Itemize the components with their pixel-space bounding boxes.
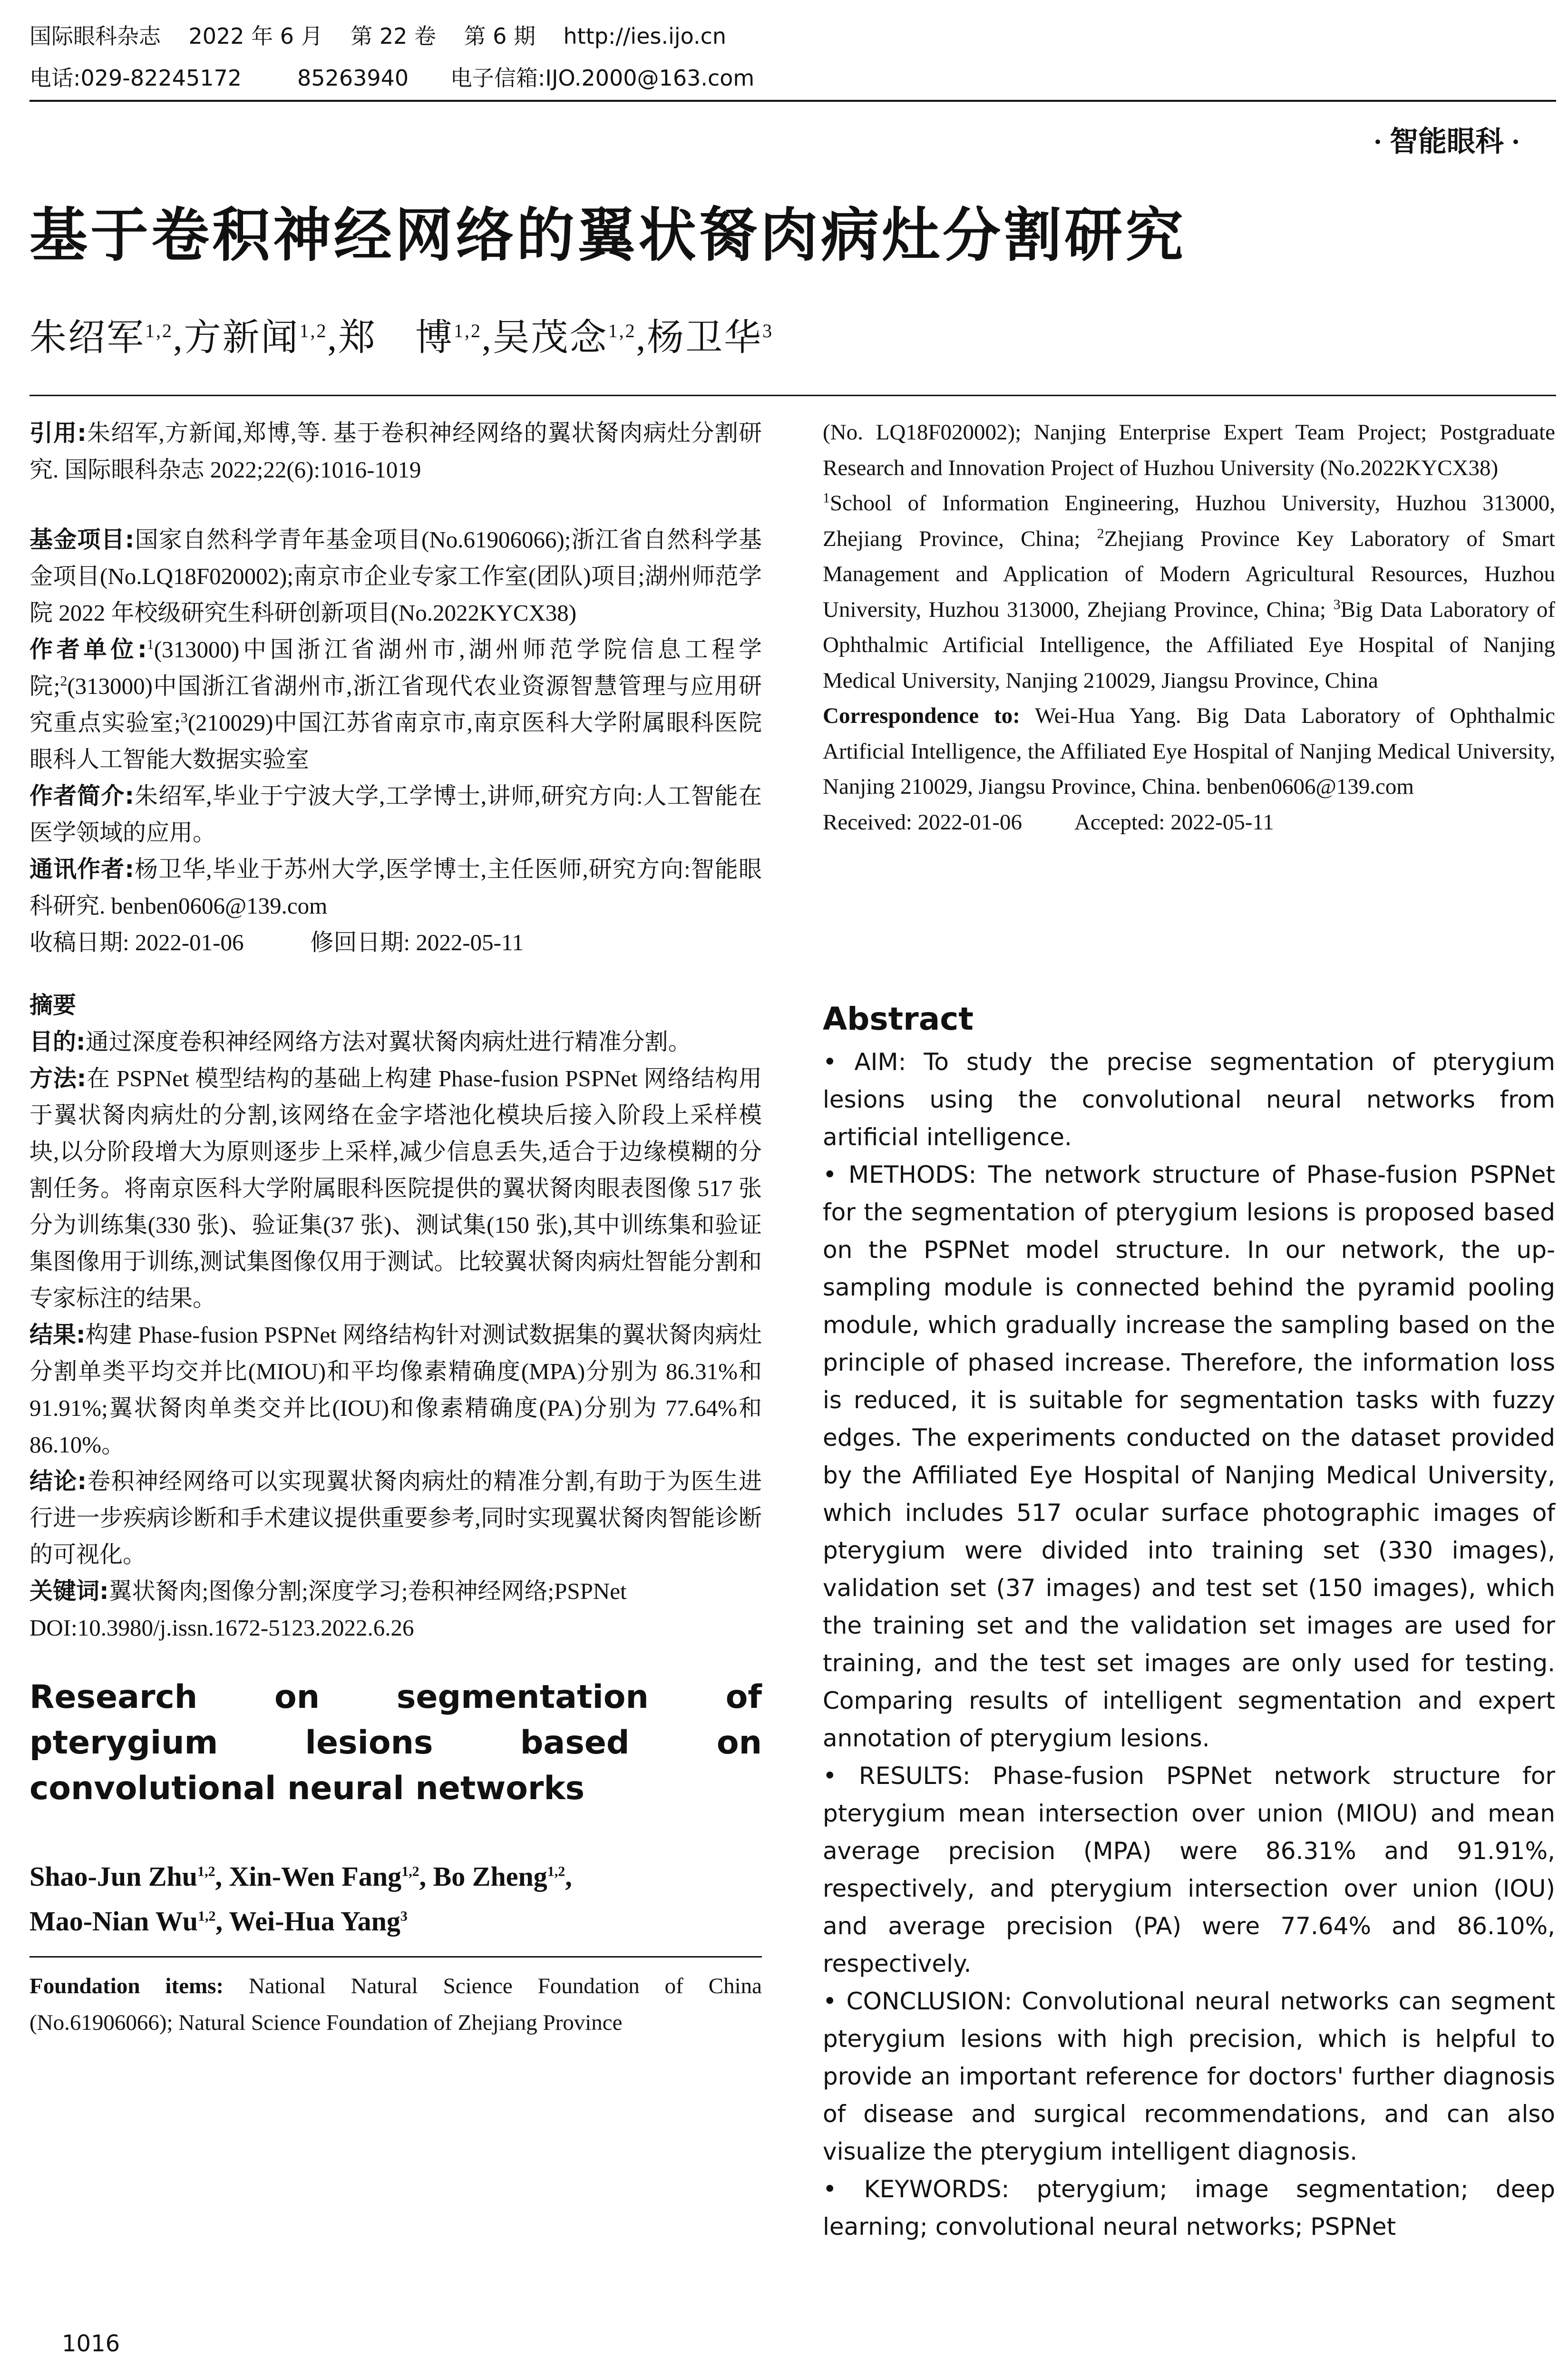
abstract-methods-en: • METHODS: The network structure of Phase-fusion PSPNet for the segmentation of pterygium lesions is proposed based on the PSPNet model structure. In our network, the up-sampling module is connected behind the pyramid pooling module, which gradually increase the sampling based on the principle of phased increase. Therefore, the information loss is reduced, it is suitable for segmentation tasks with fuzzy edges. The experiments conducted on the dataset provided by the Affiliated Eye Hospital of Nanjing Medical University, which includes 517 ocular surface photographic images of pterygium were divided into training set (330 images), validation set (37 images) and test set (150 images), which the training set and the validation set images are used for training, and the test set images are only used for testing. Comparing results of intelligent segmentation and expert annotation of pterygium lesions. [823, 1161, 1555, 1752]
phone-2: 85263940 [297, 65, 409, 91]
running-header-line-2 [29, 63, 754, 93]
author-cn: 杨卫华$^3$ [647, 317, 774, 358]
abstract-en [823, 1043, 1555, 2246]
journal-name: 国际眼科杂志 [29, 23, 161, 49]
author-en: Bo Zheng$^{1,2}$, [433, 1861, 572, 1892]
keywords-en: • KEYWORDS: pterygium; image segmentation; deep learning; convolutional neural networks; PSPNet [823, 2175, 1555, 2241]
abstract-results-en: • RESULTS: Phase-fusion PSPNet network structure for pterygium mean intersection over union (MIOU) and mean average precision (MPA) were 86.31% and 91.91%, respectively, and pterygium intersection over union (IOU) and average precision (PA) were 77.64% and 86.10%, respectively. [823, 1762, 1555, 1978]
affiliations-cn: 作者单位:$^1$(313000)中国浙江省湖州市,湖州师范学院信息工程学院;$^2$(313000)中国浙江省湖州市,浙江省现代农业资源智慧管理与应用研究重点实验室;$^3$(210029)中国江苏省南京市,南京医科大学附属眼科医院眼科人工智能大数据实验室 [29, 636, 762, 772]
affiliations-en: $^1$School of Information Engineering, Huzhou University, Huzhou 313000, Zhejiang Province, China; $^2$Zhejiang Province Key Laboratory of Smart Management and Application of Modern Agricultural Resources, Huzhou University, Huzhou 313000, Zhejiang Province, China; $^3$Big Data Laboratory of Ophthalmic Artificial Intelligence, the Affiliated Eye Hospital of Nanjing Medical University, Nanjing 210029, Jiangsu Province, China [823, 490, 1555, 693]
page-number: 1016 [62, 2330, 120, 2357]
foundation-items-en-cont: (No. LQ18F020002); Nanjing Enterprise Expert Team Project; Postgraduate Research and Innovation Project of Huzhou University (No.2022KYCX38) [823, 420, 1555, 480]
doi: DOI:10.3980/j.issn.1672-5123.2022.6.26 [29, 1615, 414, 1641]
left-column [29, 415, 762, 2041]
abstract-conclusion-en: • CONCLUSION: Convolutional neural networks can segment pterygium lesions with high precision, which is helpful to provide an important reference for doctors' further diagnosis of disease and surgical recommendations, and can also visualize the pterygium intelligent diagnosis. [823, 1987, 1555, 2165]
journal-url[interactable]: http://ies.ijo.cn [563, 23, 727, 49]
author-bio: 作者简介:朱绍军,毕业于宁波大学,工学博士,讲师,研究方向:人工智能在医学领域的应用。 [29, 782, 762, 846]
phone: 电话:029-82245172 [29, 65, 242, 91]
author-cn: 吴茂念$^{1,2}$, [492, 317, 647, 358]
author-en: Xin-Wen Fang$^{1,2}$, [229, 1861, 427, 1892]
abstract-methods-cn: 方法:在 PSPNet 模型结构的基础上构建 Phase-fusion PSPNet 网络结构用于翼状胬肉病灶的分割,该网络在金字塔池化模块后接入阶段上采样模块,以分阶段增大为原则逐步上采样,减少信息丢失,适合于边缘模糊的分割任务。将南京医科大学附属眼科医院提供的翼状胬肉眼表图像 517 张分为训练集(330 张)、验证集(37 张)、测试集(150 张),其中训练集和验证集图像用于训练,测试集图像仅用于测试。比较翼状胬肉病灶智能分割和专家标注的结果。 [29, 1065, 762, 1311]
en-authors-rule [29, 1956, 762, 1958]
corresponding-author: 通讯作者:杨卫华,毕业于苏州大学,医学博士,主任医师,研究方向:智能眼科研究. benben0606@139.com [29, 856, 762, 919]
abstract-conclusion-cn: 结论:卷积神经网络可以实现翼状胬肉病灶的精准分割,有助于为医生进行进一步疾病诊断和手术建议提供重要参考,同时实现翼状胬肉智能诊断的可视化。 [29, 1468, 762, 1568]
keywords-cn: 关键词:翼状胬肉;图像分割;深度学习;卷积神经网络;PSPNet [29, 1578, 627, 1605]
authors-en [29, 1854, 762, 1944]
abstract-heading-en: Abstract [823, 1001, 974, 1037]
author-en: Wei-Hua Yang$^3$ [229, 1906, 408, 1937]
abstract-heading-cn: 摘要 [29, 992, 77, 1019]
author-cn: 朱绍军$^{1,2}$, [29, 317, 184, 358]
right-column-meta [823, 415, 1555, 840]
issue: 第 6 期 [464, 23, 536, 49]
title-rule [29, 395, 1556, 396]
authors-cn [29, 314, 773, 361]
correspondence-en: Correspondence to: Wei-Hua Yang. Big Data Laboratory of Ophthalmic Artificial Intelligence, the Affiliated Eye Hospital of Nanjing Medical University, Nanjing 210029, Jiangsu Province, China. benben0606@139.com [823, 703, 1555, 799]
citation: 引用:朱绍军,方新闻,郑博,等. 基于卷积神经网络的翼状胬肉病灶分割研究. 国际眼科杂志 2022;22(6):1016-1019 [29, 419, 762, 483]
abstract-aim-cn: 目的:通过深度卷积神经网络方法对翼状胬肉病灶进行精准分割。 [29, 1028, 691, 1055]
author-en: Mao-Nian Wu$^{1,2}$, [29, 1906, 223, 1937]
email[interactable]: 电子信箱:IJO.2000@163.com [450, 65, 755, 91]
dates-cn: 收稿日期: 2022-01-06 修回日期: 2022-05-11 [29, 929, 524, 955]
paper-title-cn: 基于卷积神经网络的翼状胬肉病灶分割研究 [29, 202, 1186, 269]
running-header-line-1 [29, 21, 726, 51]
issue-date: 2022 年 6 月 [188, 23, 323, 49]
author-en: Shao-Jun Zhu$^{1,2}$, [29, 1861, 223, 1892]
abstract-aim-en: • AIM: To study the precise segmentation of pterygium lesions using the convolutional neural networks from artificial intelligence. [823, 1048, 1555, 1151]
volume: 第 22 卷 [351, 23, 436, 49]
abstract-results-cn: 结果:构建 Phase-fusion PSPNet 网络结构针对测试数据集的翼状胬肉病灶分割单类平均交并比(MIOU)和平均像素精确度(MPA)分别为 86.31%和 91.91%;翼状胬肉单类交并比(IOU)和像素精确度(PA)分别为 77.64%和 86.10%。 [29, 1321, 762, 1458]
foundation-items-en: Foundation items: National Natural Science Foundation of China (No.61906066); Natural Science Foundation of Zhejiang Province [29, 1974, 762, 2035]
funding: 基金项目:国家自然科学青年基金项目(No.61906066);浙江省自然科学基金项目(No.LQ18F020002);南京市企业专家工作室(团队)项目;湖州师范学院 2022 年校级研究生科研创新项目(No.2022KYCX38) [29, 526, 762, 626]
paper-title-en: Research on segmentation of pterygium lesions based on convolutional neural networks [29, 1678, 762, 1807]
author-cn: 方新闻$^{1,2}$, [184, 317, 339, 358]
header-rule [29, 100, 1556, 102]
dates-en: Received: 2022-01-06 Accepted: 2022-05-11 [823, 809, 1274, 835]
author-cn: 郑 博$^{1,2}$, [338, 317, 493, 358]
section-tag: · 智能眼科 · [1373, 126, 1520, 157]
